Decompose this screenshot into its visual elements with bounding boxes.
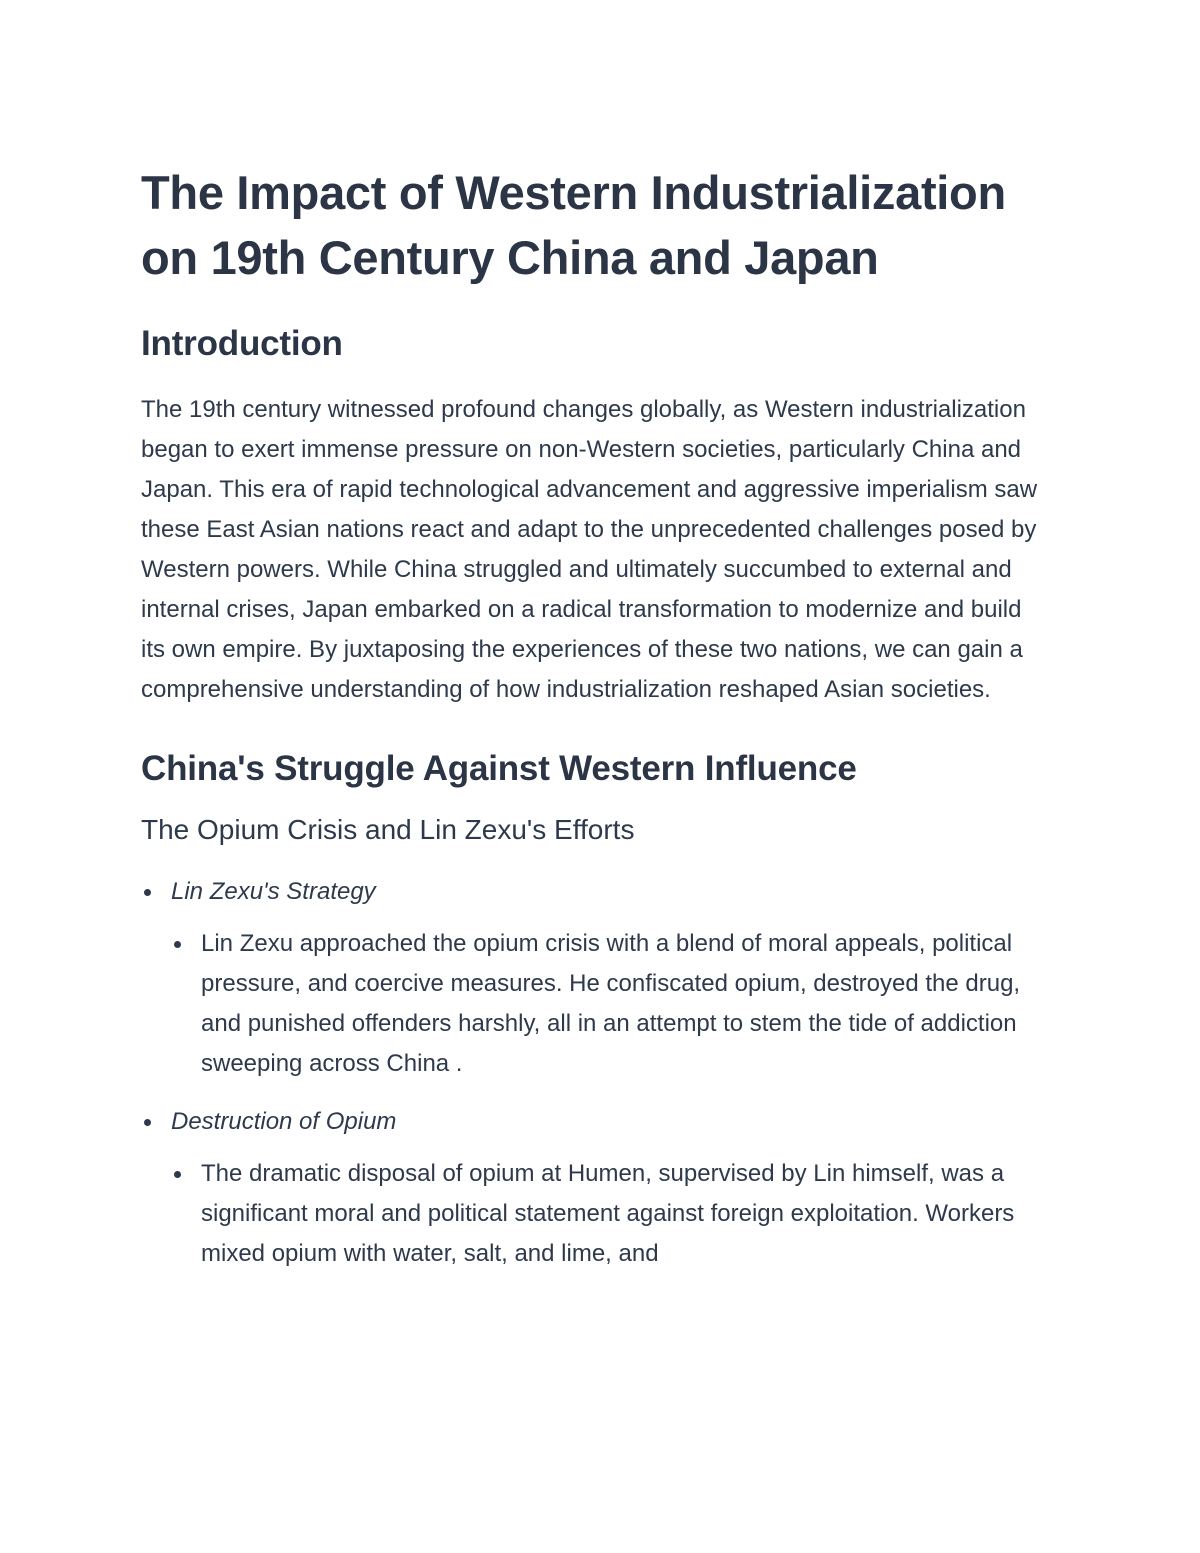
nested-list: [171, 1154, 1051, 1274]
introduction-paragraph: The 19th century witnessed profound changes globally, as Western industrialization began to exert immense pressure on non-Western societies, particularly China and Japan. This era of rapid technological advancement and aggressive imperialism saw these East Asian nations react and adapt to the unprecedented challenges posed by Western powers. While China struggled and ultimately succumbed to external and internal crises, Japan embarked on a radical transformation to modernize and build its own empire. By juxtaposing the experiences of these two nations, we can gain a comprehensive understanding of how industrialization reshaped Asian societies.: [141, 396, 1038, 703]
nested-list-item: [171, 924, 1051, 1084]
bullet-icon: [174, 941, 181, 948]
list-item-title: Lin Zexu's Strategy: [171, 878, 376, 905]
nested-list: [171, 924, 1051, 1084]
china-bullet-list: [141, 872, 1051, 1274]
bullet-icon: [144, 889, 151, 896]
introduction-heading: Introduction: [141, 324, 343, 363]
list-item-title: Destruction of Opium: [171, 1108, 397, 1135]
list-item: [141, 872, 1051, 1084]
document-page: [141, 160, 1051, 1292]
bullet-icon: [144, 1119, 151, 1126]
document-title: The Impact of Western Industrialization on 19th Century China and Japan: [141, 166, 1006, 284]
list-item: [141, 1102, 1051, 1274]
bullet-icon: [174, 1171, 181, 1178]
china-section-heading: China's Struggle Against Western Influence: [141, 749, 857, 788]
nested-list-item: [171, 1154, 1051, 1274]
list-item-text: The dramatic disposal of opium at Humen, supervised by Lin himself, was a significant moral and political statement against foreign exploitation. Workers mixed opium with water, salt, and lime, and: [201, 1160, 1015, 1267]
opium-crisis-subheading: The Opium Crisis and Lin Zexu's Efforts: [141, 814, 635, 845]
list-item-text: Lin Zexu approached the opium crisis with a blend of moral appeals, political pressure, and coercive measures. He confiscated opium, destroyed the drug, and punished offenders harshly, all in an attempt to stem the tide of addiction sweeping across China .: [201, 930, 1021, 1077]
